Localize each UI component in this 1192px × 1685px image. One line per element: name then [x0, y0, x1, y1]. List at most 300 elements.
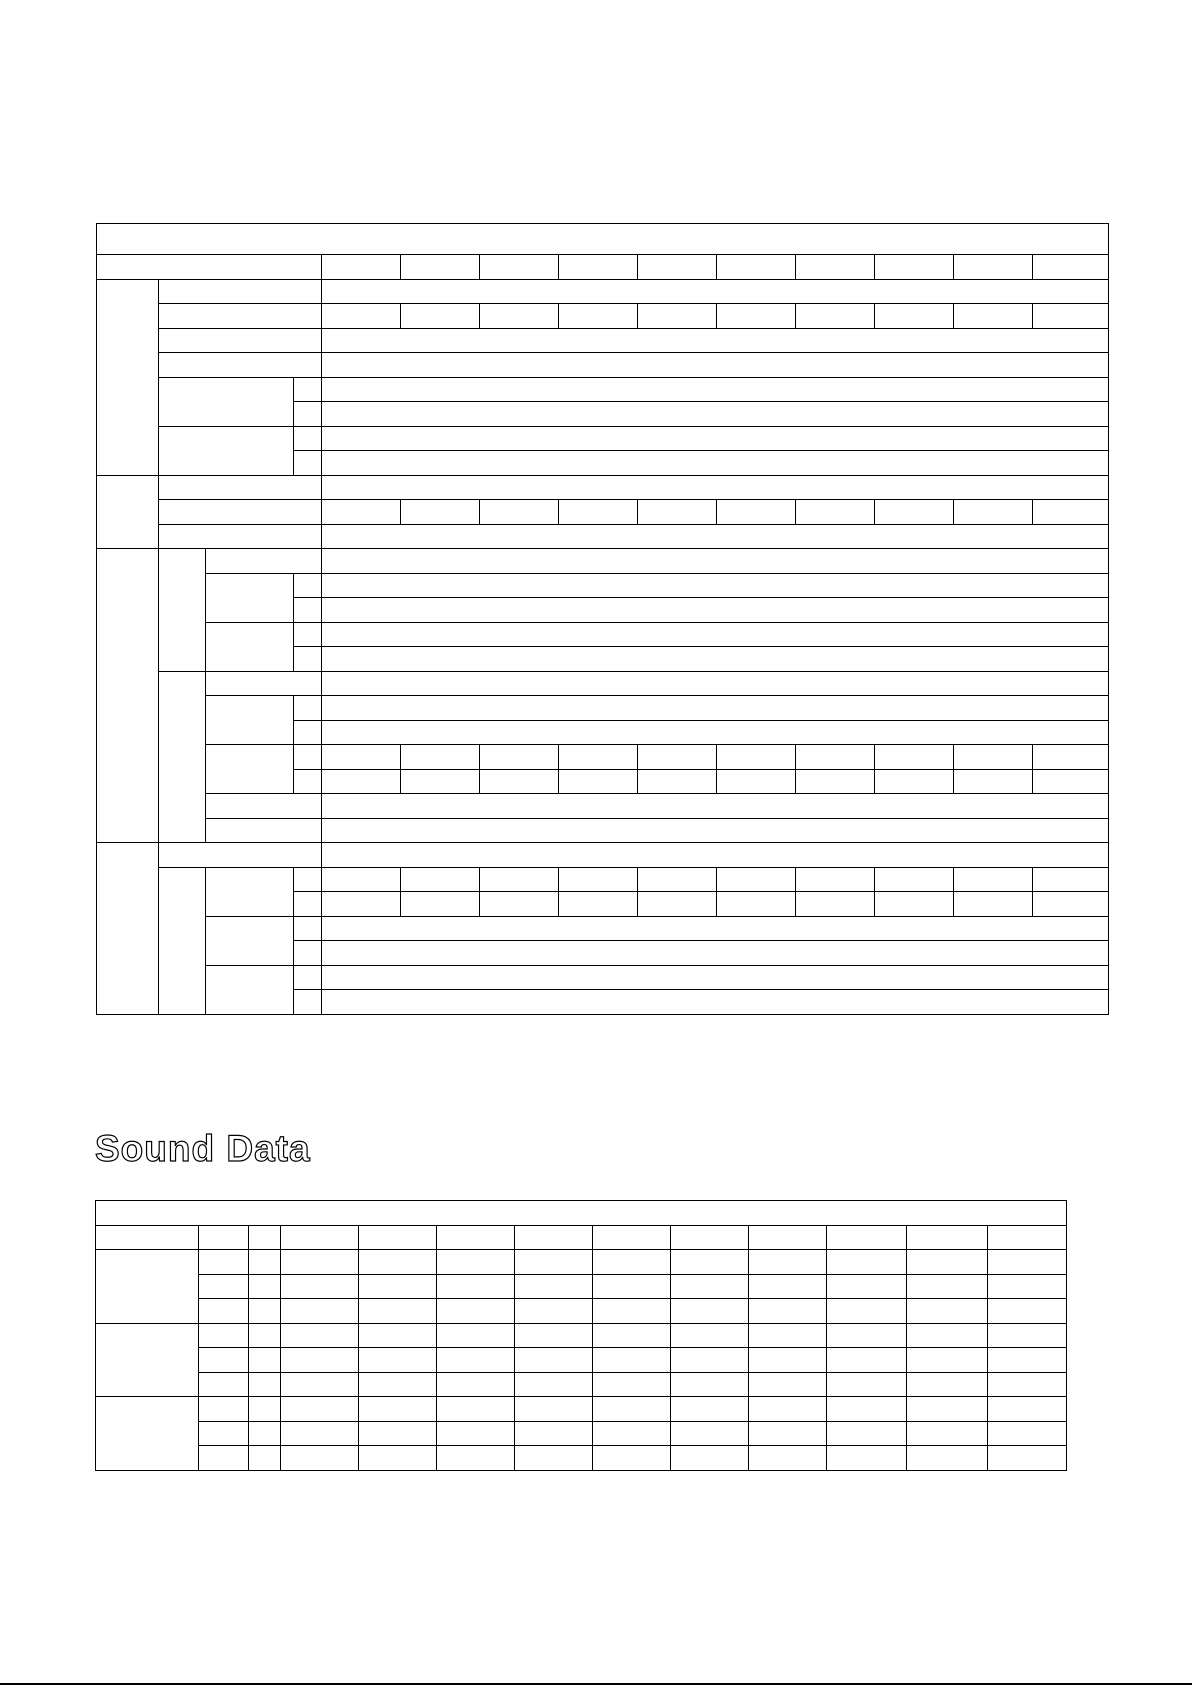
value-cell	[199, 1372, 249, 1397]
value-cell	[359, 1421, 437, 1446]
header-cell	[875, 255, 954, 280]
value-cell	[401, 769, 480, 794]
unit-cell	[294, 451, 322, 476]
table-title-row	[97, 224, 1109, 255]
value-cell	[796, 892, 875, 917]
row-label	[159, 279, 322, 304]
table-title-row	[96, 1201, 1067, 1226]
value-cell	[593, 1397, 671, 1422]
row-label	[159, 304, 322, 329]
table-row	[97, 353, 1109, 378]
header-cell	[796, 255, 875, 280]
value-cell	[322, 304, 401, 329]
unit-cell	[294, 426, 322, 451]
table-row	[97, 745, 1109, 770]
value-cell	[827, 1446, 907, 1471]
value-cell	[322, 916, 1109, 941]
value-cell	[401, 745, 480, 770]
section-label	[97, 843, 159, 1015]
value-cell	[875, 745, 954, 770]
value-cell	[249, 1372, 281, 1397]
group-label	[96, 1323, 199, 1397]
value-cell	[322, 745, 401, 770]
header-cell	[401, 255, 480, 280]
value-cell	[322, 818, 1109, 843]
row-label	[159, 377, 294, 426]
value-cell	[322, 573, 1109, 598]
value-cell	[749, 1397, 827, 1422]
table-row	[97, 377, 1109, 402]
header-cell	[281, 1225, 359, 1250]
value-cell	[638, 745, 717, 770]
value-cell	[199, 1421, 249, 1446]
value-cell	[671, 1250, 749, 1275]
header-cell	[437, 1225, 515, 1250]
value-cell	[671, 1348, 749, 1373]
value-cell	[480, 745, 559, 770]
header-cell	[322, 255, 401, 280]
value-cell	[480, 892, 559, 917]
table-row	[96, 1323, 1067, 1348]
value-cell	[559, 769, 638, 794]
value-cell	[359, 1446, 437, 1471]
unit-cell	[294, 990, 322, 1015]
value-cell	[281, 1397, 359, 1422]
value-cell	[515, 1372, 593, 1397]
value-cell	[907, 1323, 988, 1348]
value-cell	[827, 1299, 907, 1324]
value-cell	[796, 500, 875, 525]
value-cell	[749, 1274, 827, 1299]
value-cell	[907, 1372, 988, 1397]
value-cell	[249, 1446, 281, 1471]
value-cell	[437, 1397, 515, 1422]
unit-cell	[294, 892, 322, 917]
value-cell	[359, 1299, 437, 1324]
table-row	[96, 1446, 1067, 1471]
unit-cell	[294, 720, 322, 745]
value-cell	[593, 1299, 671, 1324]
row-label	[159, 426, 294, 475]
value-cell	[281, 1421, 359, 1446]
section-label	[97, 279, 159, 475]
value-cell	[359, 1397, 437, 1422]
table-row	[96, 1397, 1067, 1422]
value-cell	[249, 1348, 281, 1373]
value-cell	[749, 1446, 827, 1471]
value-cell	[593, 1250, 671, 1275]
unit-cell	[294, 941, 322, 966]
value-cell	[249, 1323, 281, 1348]
value-cell	[480, 769, 559, 794]
header-cell	[199, 1225, 249, 1250]
value-cell	[1033, 769, 1109, 794]
value-cell	[796, 867, 875, 892]
section-label	[97, 475, 159, 549]
value-cell	[322, 671, 1109, 696]
unit-cell	[294, 769, 322, 794]
value-cell	[322, 990, 1109, 1015]
value-cell	[717, 867, 796, 892]
header-cell	[988, 1225, 1067, 1250]
table-row	[97, 524, 1109, 549]
unit-cell	[294, 867, 322, 892]
value-cell	[1033, 892, 1109, 917]
table-row	[96, 1250, 1067, 1275]
value-cell	[359, 1372, 437, 1397]
value-cell	[1033, 867, 1109, 892]
table-row	[97, 867, 1109, 892]
value-cell	[593, 1323, 671, 1348]
value-cell	[907, 1250, 988, 1275]
value-cell	[593, 1446, 671, 1471]
value-cell	[322, 524, 1109, 549]
value-cell	[907, 1446, 988, 1471]
table-row	[96, 1348, 1067, 1373]
sound-data-table	[95, 1200, 1067, 1471]
row-label	[206, 867, 294, 916]
table-row	[97, 328, 1109, 353]
header-cell	[907, 1225, 988, 1250]
value-cell	[638, 500, 717, 525]
value-cell	[638, 867, 717, 892]
row-label	[206, 745, 294, 794]
value-cell	[907, 1299, 988, 1324]
value-cell	[322, 279, 1109, 304]
value-cell	[480, 867, 559, 892]
unit-cell	[294, 696, 322, 721]
table-row	[97, 573, 1109, 598]
group-label	[96, 1397, 199, 1471]
value-cell	[281, 1323, 359, 1348]
value-cell	[437, 1446, 515, 1471]
value-cell	[671, 1421, 749, 1446]
value-cell	[559, 304, 638, 329]
value-cell	[322, 402, 1109, 427]
table-row	[97, 304, 1109, 329]
value-cell	[322, 720, 1109, 745]
header-cell	[593, 1225, 671, 1250]
value-cell	[988, 1299, 1067, 1324]
row-label	[206, 794, 322, 819]
section-label	[97, 549, 159, 843]
row-label	[206, 671, 322, 696]
table-header-row	[97, 255, 1109, 280]
value-cell	[281, 1250, 359, 1275]
value-cell	[515, 1446, 593, 1471]
specification-table	[96, 223, 1109, 1015]
value-cell	[671, 1299, 749, 1324]
value-cell	[671, 1274, 749, 1299]
value-cell	[749, 1348, 827, 1373]
sound-data-heading: Sound Data	[95, 1128, 311, 1169]
table-title	[97, 224, 1109, 255]
value-cell	[954, 304, 1033, 329]
header-cell	[359, 1225, 437, 1250]
value-cell	[1033, 500, 1109, 525]
value-cell	[322, 451, 1109, 476]
header-cell	[1033, 255, 1109, 280]
value-cell	[717, 769, 796, 794]
table-row	[97, 671, 1109, 696]
value-cell	[401, 867, 480, 892]
table-row	[97, 622, 1109, 647]
header-cell	[515, 1225, 593, 1250]
value-cell	[249, 1250, 281, 1275]
table-row	[97, 475, 1109, 500]
value-cell	[907, 1421, 988, 1446]
unit-cell	[294, 598, 322, 623]
row-label	[206, 818, 322, 843]
value-cell	[515, 1421, 593, 1446]
table-row	[97, 500, 1109, 525]
table-row	[96, 1299, 1067, 1324]
value-cell	[671, 1446, 749, 1471]
value-cell	[749, 1372, 827, 1397]
value-cell	[401, 304, 480, 329]
value-cell	[671, 1372, 749, 1397]
value-cell	[559, 892, 638, 917]
value-cell	[515, 1299, 593, 1324]
table-row	[97, 794, 1109, 819]
value-cell	[322, 843, 1109, 868]
value-cell	[1033, 304, 1109, 329]
row-label	[159, 524, 322, 549]
value-cell	[322, 794, 1109, 819]
value-cell	[875, 769, 954, 794]
value-cell	[593, 1421, 671, 1446]
value-cell	[322, 328, 1109, 353]
value-cell	[322, 622, 1109, 647]
unit-cell	[294, 916, 322, 941]
header-cell	[638, 255, 717, 280]
value-cell	[199, 1446, 249, 1471]
value-cell	[827, 1348, 907, 1373]
value-cell	[749, 1323, 827, 1348]
header-cell	[749, 1225, 827, 1250]
row-label	[206, 916, 294, 965]
value-cell	[359, 1323, 437, 1348]
value-cell	[437, 1323, 515, 1348]
header-cell	[827, 1225, 907, 1250]
value-cell	[401, 500, 480, 525]
value-cell	[437, 1421, 515, 1446]
value-cell	[796, 745, 875, 770]
value-cell	[954, 892, 1033, 917]
subsection-label	[159, 867, 206, 1014]
value-cell	[515, 1274, 593, 1299]
header-cell	[96, 1225, 199, 1250]
table-title	[96, 1201, 1067, 1226]
value-cell	[827, 1274, 907, 1299]
value-cell	[907, 1348, 988, 1373]
value-cell	[322, 377, 1109, 402]
value-cell	[199, 1299, 249, 1324]
table-row	[96, 1274, 1067, 1299]
value-cell	[322, 769, 401, 794]
value-cell	[988, 1446, 1067, 1471]
table-row	[97, 426, 1109, 451]
value-cell	[671, 1397, 749, 1422]
value-cell	[322, 941, 1109, 966]
value-cell	[322, 696, 1109, 721]
header-cell	[249, 1225, 281, 1250]
value-cell	[749, 1421, 827, 1446]
sound-data-body	[96, 1250, 1067, 1471]
value-cell	[480, 304, 559, 329]
value-cell	[988, 1323, 1067, 1348]
value-cell	[199, 1323, 249, 1348]
value-cell	[875, 500, 954, 525]
value-cell	[988, 1250, 1067, 1275]
value-cell	[249, 1397, 281, 1422]
value-cell	[988, 1274, 1067, 1299]
value-cell	[827, 1421, 907, 1446]
value-cell	[249, 1421, 281, 1446]
value-cell	[796, 769, 875, 794]
value-cell	[638, 304, 717, 329]
unit-cell	[294, 965, 322, 990]
row-label	[206, 622, 294, 671]
value-cell	[559, 745, 638, 770]
header-cell	[717, 255, 796, 280]
subsection-label	[159, 671, 206, 843]
value-cell	[717, 500, 796, 525]
value-cell	[480, 500, 559, 525]
value-cell	[359, 1348, 437, 1373]
value-cell	[515, 1250, 593, 1275]
value-cell	[717, 745, 796, 770]
value-cell	[827, 1397, 907, 1422]
row-label	[206, 965, 294, 1014]
value-cell	[437, 1299, 515, 1324]
header-cell	[559, 255, 638, 280]
row-label	[159, 328, 322, 353]
value-cell	[827, 1372, 907, 1397]
unit-cell	[294, 622, 322, 647]
value-cell	[1033, 745, 1109, 770]
value-cell	[593, 1348, 671, 1373]
table-row	[96, 1372, 1067, 1397]
value-cell	[199, 1250, 249, 1275]
value-cell	[593, 1372, 671, 1397]
row-label	[159, 353, 322, 378]
value-cell	[796, 304, 875, 329]
value-cell	[515, 1397, 593, 1422]
value-cell	[638, 892, 717, 917]
value-cell	[322, 353, 1109, 378]
value-cell	[281, 1348, 359, 1373]
value-cell	[988, 1372, 1067, 1397]
table-row	[97, 916, 1109, 941]
table-row	[97, 279, 1109, 304]
value-cell	[281, 1299, 359, 1324]
value-cell	[988, 1421, 1067, 1446]
value-cell	[559, 500, 638, 525]
value-cell	[559, 867, 638, 892]
unit-cell	[294, 377, 322, 402]
value-cell	[359, 1250, 437, 1275]
value-cell	[322, 500, 401, 525]
value-cell	[593, 1274, 671, 1299]
value-cell	[827, 1250, 907, 1275]
value-cell	[199, 1274, 249, 1299]
value-cell	[322, 475, 1109, 500]
unit-cell	[294, 402, 322, 427]
unit-cell	[294, 647, 322, 672]
unit-cell	[294, 745, 322, 770]
header-cell	[97, 255, 322, 280]
value-cell	[281, 1274, 359, 1299]
row-label	[206, 573, 294, 622]
table-row	[97, 818, 1109, 843]
header-cell	[671, 1225, 749, 1250]
value-cell	[515, 1323, 593, 1348]
value-cell	[322, 598, 1109, 623]
value-cell	[322, 549, 1109, 574]
value-cell	[359, 1274, 437, 1299]
value-cell	[249, 1274, 281, 1299]
value-cell	[199, 1397, 249, 1422]
value-cell	[281, 1372, 359, 1397]
row-label	[159, 475, 322, 500]
value-cell	[199, 1348, 249, 1373]
subsection-label	[159, 549, 206, 672]
table-row	[97, 965, 1109, 990]
table-header-row	[96, 1225, 1067, 1250]
header-cell	[954, 255, 1033, 280]
value-cell	[988, 1397, 1067, 1422]
value-cell	[437, 1348, 515, 1373]
value-cell	[322, 426, 1109, 451]
table-row	[97, 549, 1109, 574]
table-row	[97, 696, 1109, 721]
value-cell	[907, 1397, 988, 1422]
value-cell	[437, 1274, 515, 1299]
value-cell	[437, 1250, 515, 1275]
value-cell	[875, 892, 954, 917]
row-label	[206, 696, 294, 745]
value-cell	[875, 867, 954, 892]
group-label	[96, 1250, 199, 1324]
header-cell	[480, 255, 559, 280]
row-label	[159, 500, 322, 525]
value-cell	[322, 892, 401, 917]
value-cell	[401, 892, 480, 917]
value-cell	[671, 1323, 749, 1348]
value-cell	[827, 1323, 907, 1348]
value-cell	[954, 867, 1033, 892]
value-cell	[988, 1348, 1067, 1373]
value-cell	[749, 1250, 827, 1275]
value-cell	[749, 1299, 827, 1324]
value-cell	[954, 745, 1033, 770]
value-cell	[954, 769, 1033, 794]
value-cell	[437, 1372, 515, 1397]
value-cell	[638, 769, 717, 794]
value-cell	[281, 1446, 359, 1471]
value-cell	[875, 304, 954, 329]
value-cell	[322, 647, 1109, 672]
row-label	[206, 549, 322, 574]
unit-cell	[294, 573, 322, 598]
value-cell	[717, 304, 796, 329]
value-cell	[515, 1348, 593, 1373]
table-row	[97, 843, 1109, 868]
value-cell	[717, 892, 796, 917]
value-cell	[322, 867, 401, 892]
value-cell	[954, 500, 1033, 525]
